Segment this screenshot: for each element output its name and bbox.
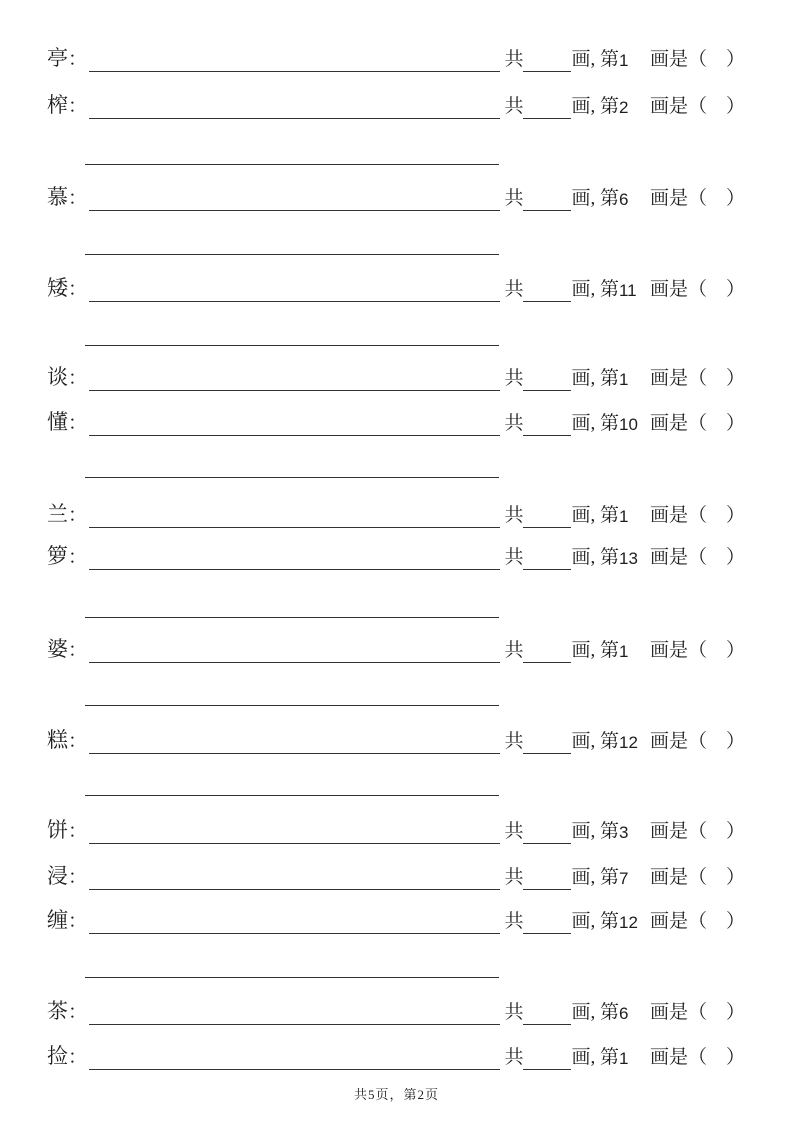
hanzi-character: 糕 [47,728,68,752]
extra-answer-line [85,705,499,706]
worksheet-row [47,540,745,570]
hanzi-character: 饼 [47,818,68,842]
stroke-number: 10 [618,415,638,434]
worksheet-row [47,272,745,302]
hanzi-character: 谈 [47,365,68,389]
total-strokes-blank [523,753,571,754]
answer-line [89,301,500,302]
ordinal-label: 画, 第 [571,413,619,434]
colon: ： [68,413,88,434]
stroke-question-tail: 画是（ ） [649,188,745,209]
extra-answer-line [85,477,499,478]
total-strokes-label: 共 [504,731,524,752]
total-strokes-blank [523,71,571,72]
hanzi-character: 茶 [47,999,68,1023]
total-strokes-blank [523,662,571,663]
hanzi-character: 榨 [47,93,68,117]
stroke-number: 2 [618,98,629,117]
extra-answer-line [85,164,499,165]
stroke-question [504,868,745,890]
ordinal-label: 画, 第 [571,640,619,661]
answer-line [89,1024,500,1025]
total-strokes-blank [523,210,571,211]
stroke-question-tail: 画是（ ） [649,821,745,842]
answer-line [89,210,500,211]
ordinal-label: 画, 第 [571,368,619,389]
colon: ： [68,96,88,117]
ordinal-label: 画, 第 [571,547,619,568]
worksheet-row [47,724,745,754]
extra-answer-line [85,254,499,255]
ordinal-label: 画, 第 [571,1047,619,1068]
stroke-question-tail: 画是（ ） [649,505,745,526]
hanzi-character: 婆 [47,637,68,661]
worksheet-row [47,42,745,72]
answer-line [89,569,500,570]
total-strokes-label: 共 [504,279,524,300]
total-strokes-blank [523,569,571,570]
stroke-question-tail: 画是（ ） [649,1002,745,1023]
stroke-number: 13 [618,549,638,568]
stroke-question-tail: 画是（ ） [649,640,745,661]
worksheet-row [47,904,745,934]
total-strokes-blank [523,435,571,436]
colon: ： [68,1047,88,1068]
total-strokes-blank [523,889,571,890]
hanzi-character: 慕 [47,185,68,209]
worksheet-row [47,89,745,119]
worksheet-row [47,995,745,1025]
worksheet-row [47,1040,745,1070]
total-strokes-label: 共 [504,188,524,209]
hanzi-character: 缠 [47,908,68,932]
stroke-question [504,97,745,119]
ordinal-label: 画, 第 [571,49,619,70]
hanzi-character: 懂 [47,410,68,434]
colon: ： [68,188,88,209]
stroke-question-tail: 画是（ ） [649,867,745,888]
stroke-question [504,641,745,663]
stroke-number: 1 [618,507,629,526]
ordinal-label: 画, 第 [571,911,619,932]
worksheet-row [47,498,745,528]
hanzi-character: 浸 [47,864,68,888]
ordinal-label: 画, 第 [571,821,619,842]
total-strokes-label: 共 [504,413,524,434]
stroke-question-tail: 画是（ ） [649,731,745,752]
total-strokes-label: 共 [504,867,524,888]
extra-answer-line [85,617,499,618]
stroke-number: 7 [618,869,629,888]
worksheet-row [47,814,745,844]
answer-line [89,1069,500,1070]
answer-line [89,71,500,72]
stroke-number: 6 [618,1004,629,1023]
stroke-question-tail: 画是（ ） [649,413,745,434]
colon: ： [68,1002,88,1023]
ordinal-label: 画, 第 [571,279,619,300]
total-strokes-blank [523,843,571,844]
ordinal-label: 画, 第 [571,188,619,209]
answer-line [89,889,500,890]
colon: ： [68,49,88,70]
answer-line [89,843,500,844]
colon: ： [68,279,88,300]
stroke-question-tail: 画是（ ） [649,49,745,70]
worksheet-row [47,181,745,211]
total-strokes-label: 共 [504,547,524,568]
total-strokes-blank [523,527,571,528]
colon: ： [68,640,88,661]
total-strokes-label: 共 [504,1047,524,1068]
page-footer: 共5页，第2页 [353,1087,439,1102]
stroke-question-tail: 画是（ ） [649,911,745,932]
extra-answer-line [85,795,499,796]
total-strokes-blank [523,1069,571,1070]
hanzi-character: 矮 [47,276,68,300]
hanzi-character: 兰 [47,502,68,526]
stroke-question [504,732,745,754]
colon: ： [68,505,88,526]
stroke-number: 1 [618,642,629,661]
total-strokes-label: 共 [504,49,524,70]
stroke-question-tail: 画是（ ） [649,96,745,117]
ordinal-label: 画, 第 [571,1002,619,1023]
colon: ： [68,867,88,888]
hanzi-character: 亭 [47,46,68,70]
answer-line [89,662,500,663]
colon: ： [68,911,88,932]
ordinal-label: 画, 第 [571,867,619,888]
stroke-question [504,1048,745,1070]
total-strokes-label: 共 [504,1002,524,1023]
stroke-question [504,506,745,528]
total-strokes-label: 共 [504,911,524,932]
stroke-question-tail: 画是（ ） [649,1047,745,1068]
stroke-number: 12 [618,913,638,932]
answer-line [89,753,500,754]
ordinal-label: 画, 第 [571,505,619,526]
total-strokes-blank [523,390,571,391]
total-strokes-label: 共 [504,505,524,526]
colon: ： [68,368,88,389]
total-strokes-blank [523,933,571,934]
colon: ： [68,821,88,842]
worksheet-row [47,361,745,391]
total-strokes-blank [523,118,571,119]
colon: ： [68,731,88,752]
stroke-question [504,912,745,934]
answer-line [89,390,500,391]
answer-line [89,118,500,119]
worksheet-row [47,406,745,436]
worksheet-row [47,633,745,663]
stroke-number: 11 [618,281,637,300]
stroke-question-tail: 画是（ ） [649,547,745,568]
stroke-question-tail: 画是（ ） [649,368,745,389]
stroke-question [504,548,745,570]
total-strokes-label: 共 [504,96,524,117]
stroke-number: 1 [618,1049,629,1068]
stroke-number: 1 [618,51,629,70]
total-strokes-label: 共 [504,821,524,842]
total-strokes-label: 共 [504,640,524,661]
stroke-number: 6 [618,190,629,209]
hanzi-character: 箩 [47,544,68,568]
answer-line [89,527,500,528]
stroke-question [504,189,745,211]
extra-answer-line [85,977,499,978]
stroke-question-tail: 画是（ ） [649,279,745,300]
stroke-question [504,1003,745,1025]
answer-line [89,435,500,436]
stroke-number: 12 [618,733,638,752]
stroke-question [504,822,745,844]
extra-answer-line [85,345,499,346]
hanzi-character: 捡 [47,1044,68,1068]
stroke-question [504,280,745,302]
answer-line [89,933,500,934]
stroke-question [504,369,745,391]
total-strokes-label: 共 [504,368,524,389]
ordinal-label: 画, 第 [571,731,619,752]
worksheet-row [47,860,745,890]
colon: ： [68,547,88,568]
stroke-question [504,414,745,436]
ordinal-label: 画, 第 [571,96,619,117]
total-strokes-blank [523,1024,571,1025]
stroke-number: 3 [618,823,629,842]
stroke-question [504,50,745,72]
stroke-number: 1 [618,370,629,389]
total-strokes-blank [523,301,571,302]
